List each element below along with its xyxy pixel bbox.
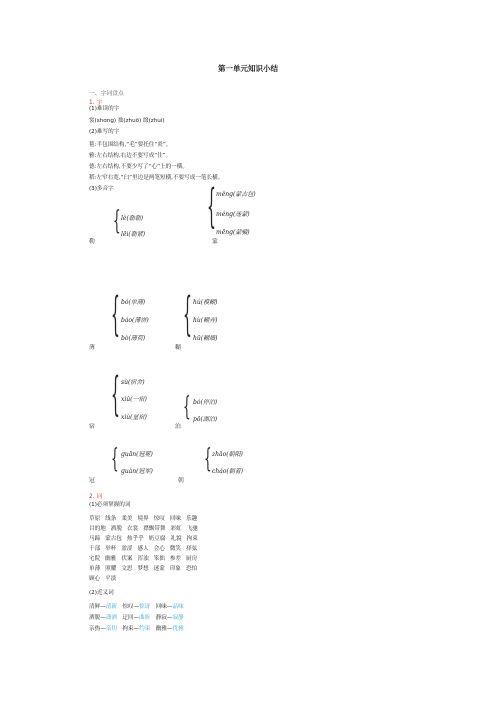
brace: {	[111, 370, 120, 423]
tip-line: 雅:左右结构,右边不要写成“住”。	[89, 153, 172, 159]
polyphone-reading: mēnɡ(蒙骗)	[216, 229, 250, 236]
synonym-answer: 潇洒	[105, 615, 117, 621]
polyphone-reading: xiù(星宿)	[121, 414, 147, 421]
polyphone-reading: xiǔ(一宿)	[121, 396, 147, 403]
tip-line: 德:左右结构,不要少写了“心”上的一横。	[89, 164, 188, 170]
polyphone-reading: báo(薄饼)	[121, 317, 149, 324]
brace: {	[111, 443, 119, 474]
polyphone-reading: bó(单薄)	[121, 299, 146, 306]
polyphone-reading: bó(停泊)	[193, 399, 218, 406]
synonym-word: 迂回	[122, 615, 134, 621]
section-heading-words: 一、字词盘点	[89, 91, 124, 97]
word-line: 马蹄 蒙古包 热乎乎 奶豆腐 礼貌 拘束	[89, 536, 198, 542]
synonym-answer: 寂静	[172, 615, 184, 621]
brace: {	[183, 391, 191, 422]
polyphone-reading: hù(糊弄)	[193, 317, 218, 324]
polyphone-reading: lè(勒勒)	[121, 215, 144, 222]
page-title: 第一单元知识小结	[218, 64, 278, 73]
synonym-word: 洒脱	[89, 615, 101, 621]
synonym-answer: 清新	[105, 604, 117, 610]
must-words-label: (1)必须掌握的词	[89, 502, 131, 508]
polyphone-reading: cháo(朝着)	[212, 468, 244, 475]
polyphone-reading: sù(宿舍)	[121, 379, 145, 386]
polyphone-reading: hū(糊墙)	[193, 335, 218, 342]
synonym-line: 亲热—亲切 拘束—约束 幽雅—优雅	[89, 626, 184, 632]
hard-read-label: (1)难读的字	[89, 106, 120, 112]
polyphone-char: 冠	[89, 478, 95, 484]
polyphone-reading: zhāo(朝阳)	[212, 451, 243, 458]
polyphone-reading: hú(模糊)	[193, 299, 218, 306]
synonym-line: 清鲜—清新 惊叹—惊讶 回味—品味	[89, 604, 184, 610]
synonym-word: 惊叹	[122, 604, 134, 610]
synonym-word: 亲热	[89, 626, 101, 632]
synonym-answer: 优雅	[172, 626, 184, 632]
polyphone-reading: lēi(勒紧)	[121, 231, 146, 238]
word-line: 顾心 平淡	[89, 576, 117, 582]
polyphone-reading: měnɡ(蒙古包)	[216, 191, 256, 198]
word-line: 宅院 幽雅 伏案 浑浊 笨拙 参差 厨房	[89, 556, 198, 562]
polyphone-char: 泊	[175, 424, 181, 430]
hard-write-label: (2)难写的字	[89, 129, 120, 135]
synonym-answer: 品味	[172, 604, 184, 610]
polyphone-reading: ɡuàn(冠军)	[121, 468, 153, 475]
polyphone-char: 勒	[89, 239, 95, 245]
synonym-word: 幽雅	[155, 626, 167, 632]
synonym-answer: 亲切	[105, 626, 117, 632]
brace: {	[183, 290, 192, 343]
tip-line: 稻:左窄右宽,“臼”里边是两笔短横,不要写成一笔长横。	[89, 175, 224, 181]
word-line: 干部 举杯 盈涩 感人 会心 微笑 择弦	[89, 546, 198, 552]
polyphone-reading: ɡuān(冠冕)	[121, 451, 153, 458]
polyphone-char: 薄	[89, 345, 95, 351]
word-line: 目的地 洒脱 衣裳 襟飘带舞 彩虹 飞驰	[89, 526, 198, 532]
polyphone-label: (3)多音字	[89, 186, 114, 192]
synonym-word: 静寂	[155, 615, 167, 621]
brace: {	[207, 182, 216, 235]
synonym-word: 拘束	[122, 626, 134, 632]
polyphone-reading: pō(湖泊)	[193, 416, 218, 423]
synonym-word: 清鲜	[89, 604, 101, 610]
synonym-line: 洒脱—潇洒 迂回—曲折 静寂—寂静	[89, 615, 184, 621]
polyphone-char: 宿	[89, 424, 95, 430]
polyphone-reading: ménɡ(迷蒙)	[216, 211, 250, 218]
subsection-chars: 1. 字	[89, 100, 103, 106]
tip-line: 毯:半包围结构,“毛”要托住“炎”。	[89, 142, 172, 148]
polyphone-char: 蒙	[212, 239, 218, 245]
brace: {	[204, 443, 212, 474]
polyphone-reading: bò(薄荷)	[121, 335, 146, 342]
hard-read-line: 裳(shɑnɡ) 拙(zhuō) 缀(zhuì)	[89, 118, 165, 124]
synonym-answer: 惊讶	[139, 604, 151, 610]
synonyms-label: (2)近义词	[89, 590, 114, 596]
brace: {	[111, 290, 120, 343]
subsection-words: 2. 词	[89, 494, 103, 500]
polyphone-char: 糊	[175, 345, 181, 351]
polyphone-char: 朝	[178, 478, 184, 484]
word-line: 单薄 照耀 文思 梦想 迷蒙 印象 恐怕	[89, 566, 198, 572]
synonym-word: 回味	[155, 604, 167, 610]
synonym-answer: 曲折	[139, 615, 151, 621]
brace: {	[113, 205, 121, 236]
synonym-answer: 约束	[139, 626, 151, 632]
word-line: 草原 线条 柔美 境界 惊叹 回味 乐趣	[89, 516, 198, 522]
